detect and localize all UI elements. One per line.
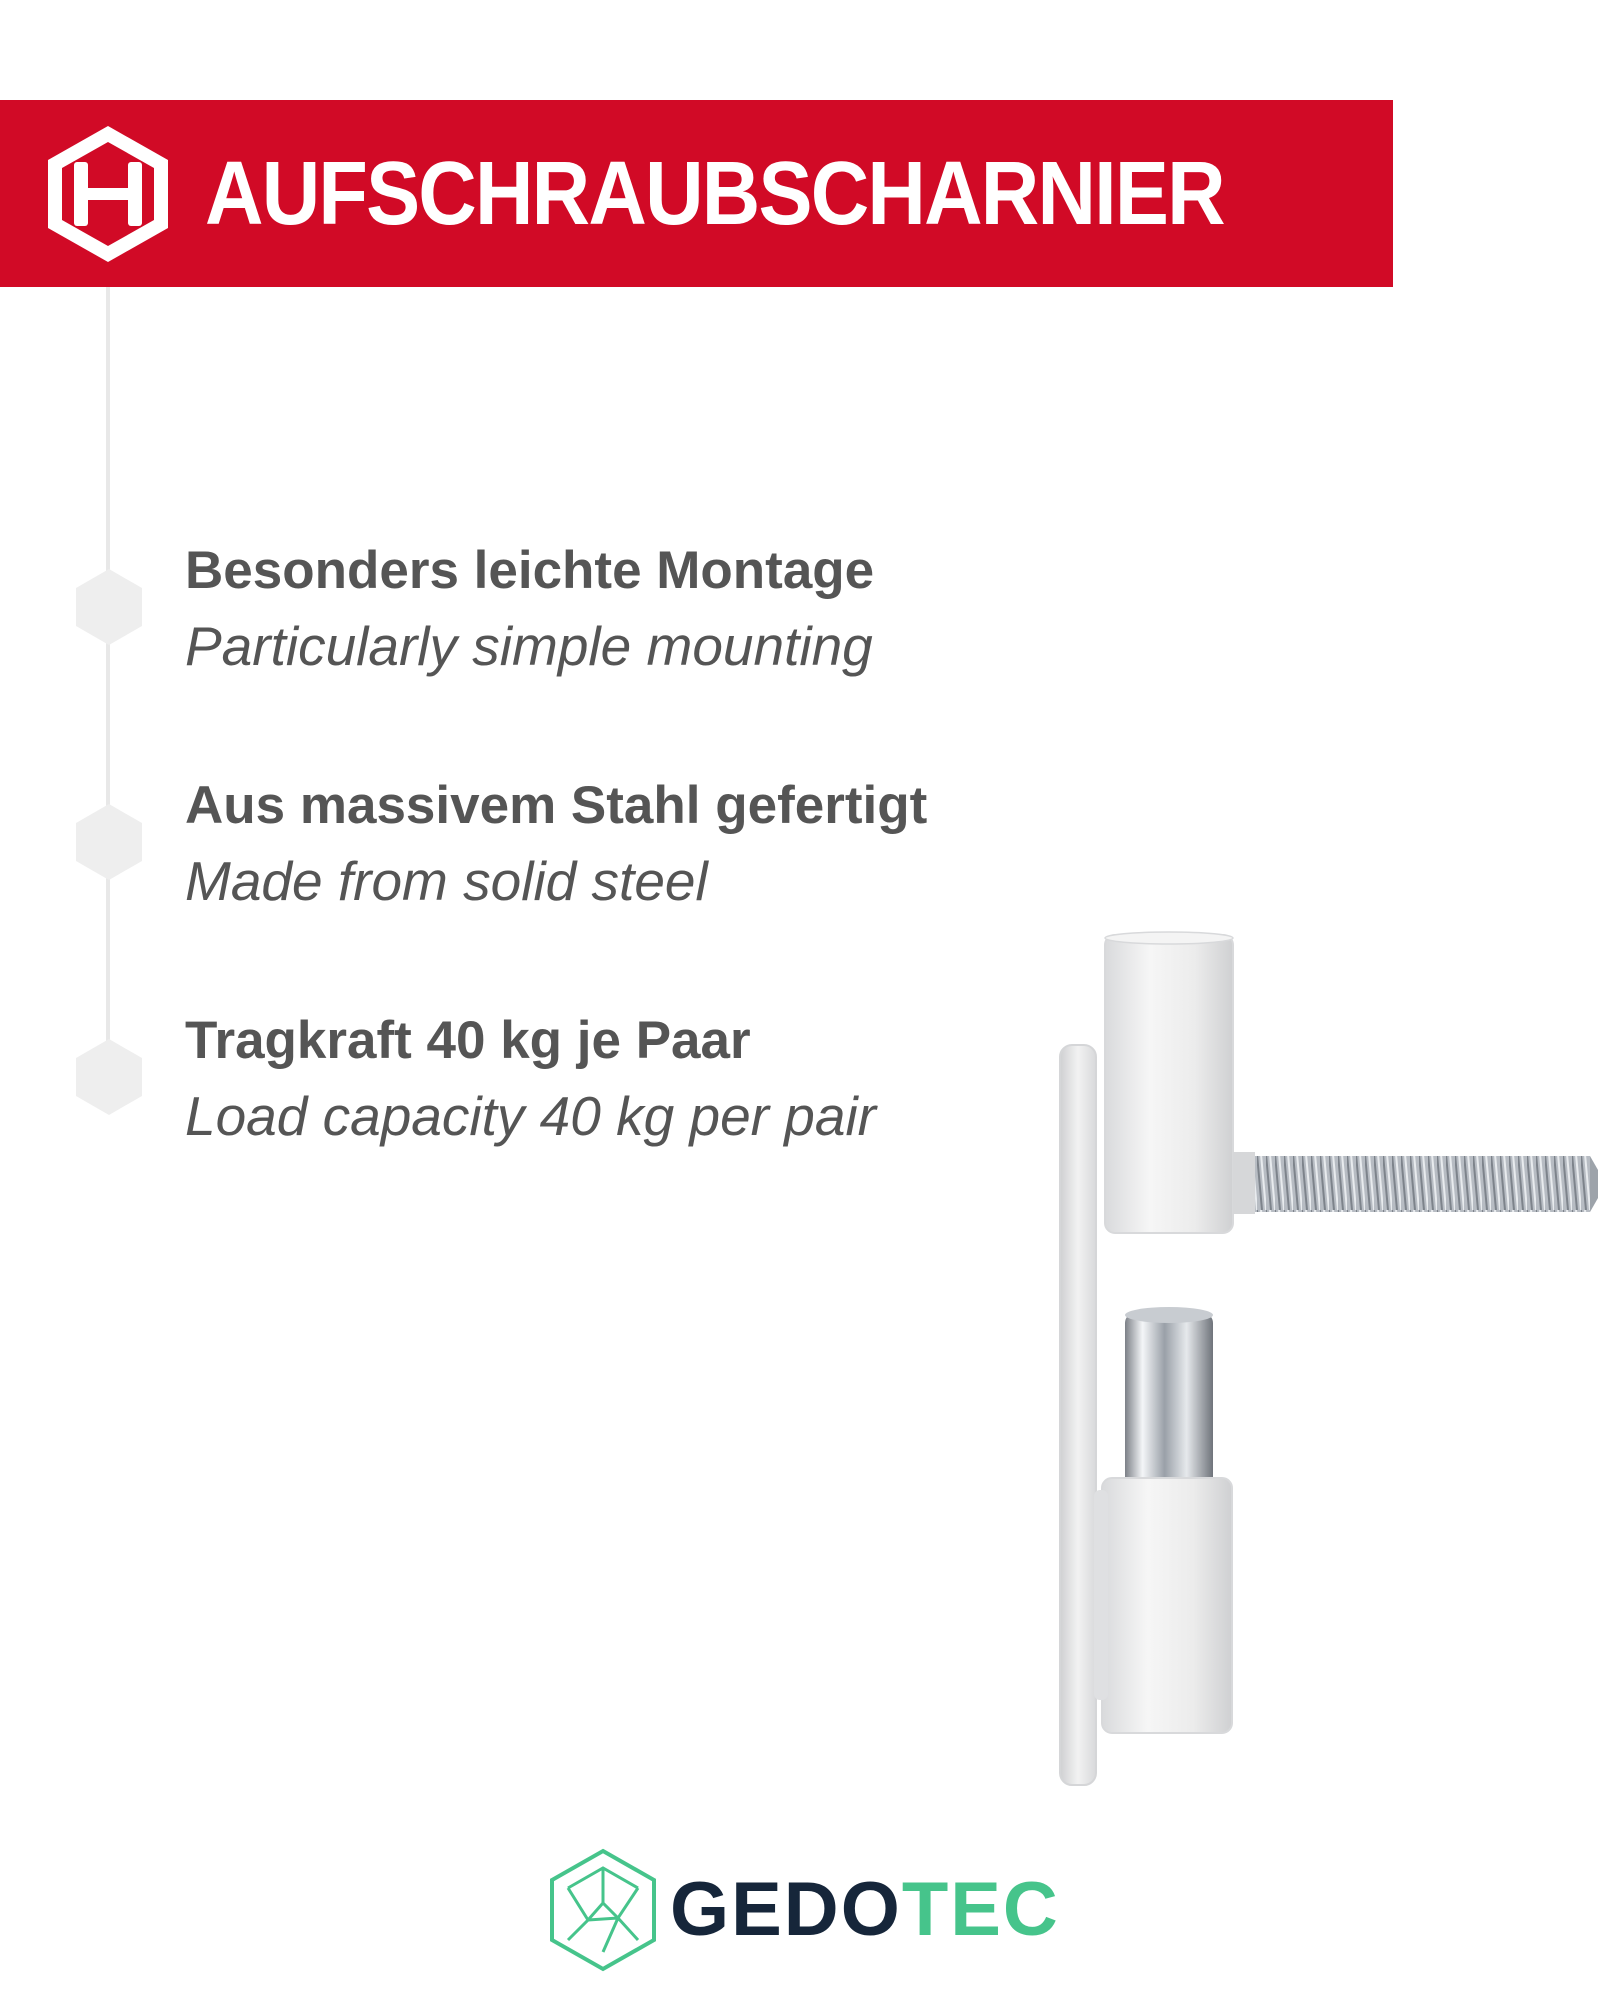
brand-name	[670, 1867, 1060, 1952]
feature-title: Aus massivem Stahl gefertigt	[185, 776, 928, 835]
hexagon-bullet-icon	[74, 567, 144, 647]
feature-item-load-capacity	[0, 1010, 1100, 1170]
gedotec-cube-logo-icon	[548, 1848, 658, 1972]
hinge-hexagon-icon	[44, 122, 172, 266]
feature-item-mounting	[0, 540, 1100, 700]
feature-subtitle: Load capacity 40 kg per pair	[185, 1085, 876, 1147]
feature-subtitle: Particularly simple mounting	[185, 615, 873, 677]
hexagon-bullet-icon	[74, 802, 144, 882]
feature-item-material	[0, 775, 1100, 935]
hexagon-bullet-icon	[74, 1037, 144, 1117]
brand-name-part1: GEDO	[670, 1867, 902, 1952]
hinge-product-image	[1050, 930, 1600, 1790]
feature-title: Besonders leichte Montage	[185, 541, 875, 600]
header-banner	[0, 100, 1393, 287]
feature-subtitle: Made from solid steel	[185, 850, 708, 912]
brand-logo	[548, 1848, 1068, 1980]
page-title: AUFSCHRAUBSCHARNIER	[205, 144, 1224, 244]
brand-name-part2: TEC	[901, 1867, 1060, 1952]
feature-title: Tragkraft 40 kg je Paar	[185, 1011, 751, 1070]
